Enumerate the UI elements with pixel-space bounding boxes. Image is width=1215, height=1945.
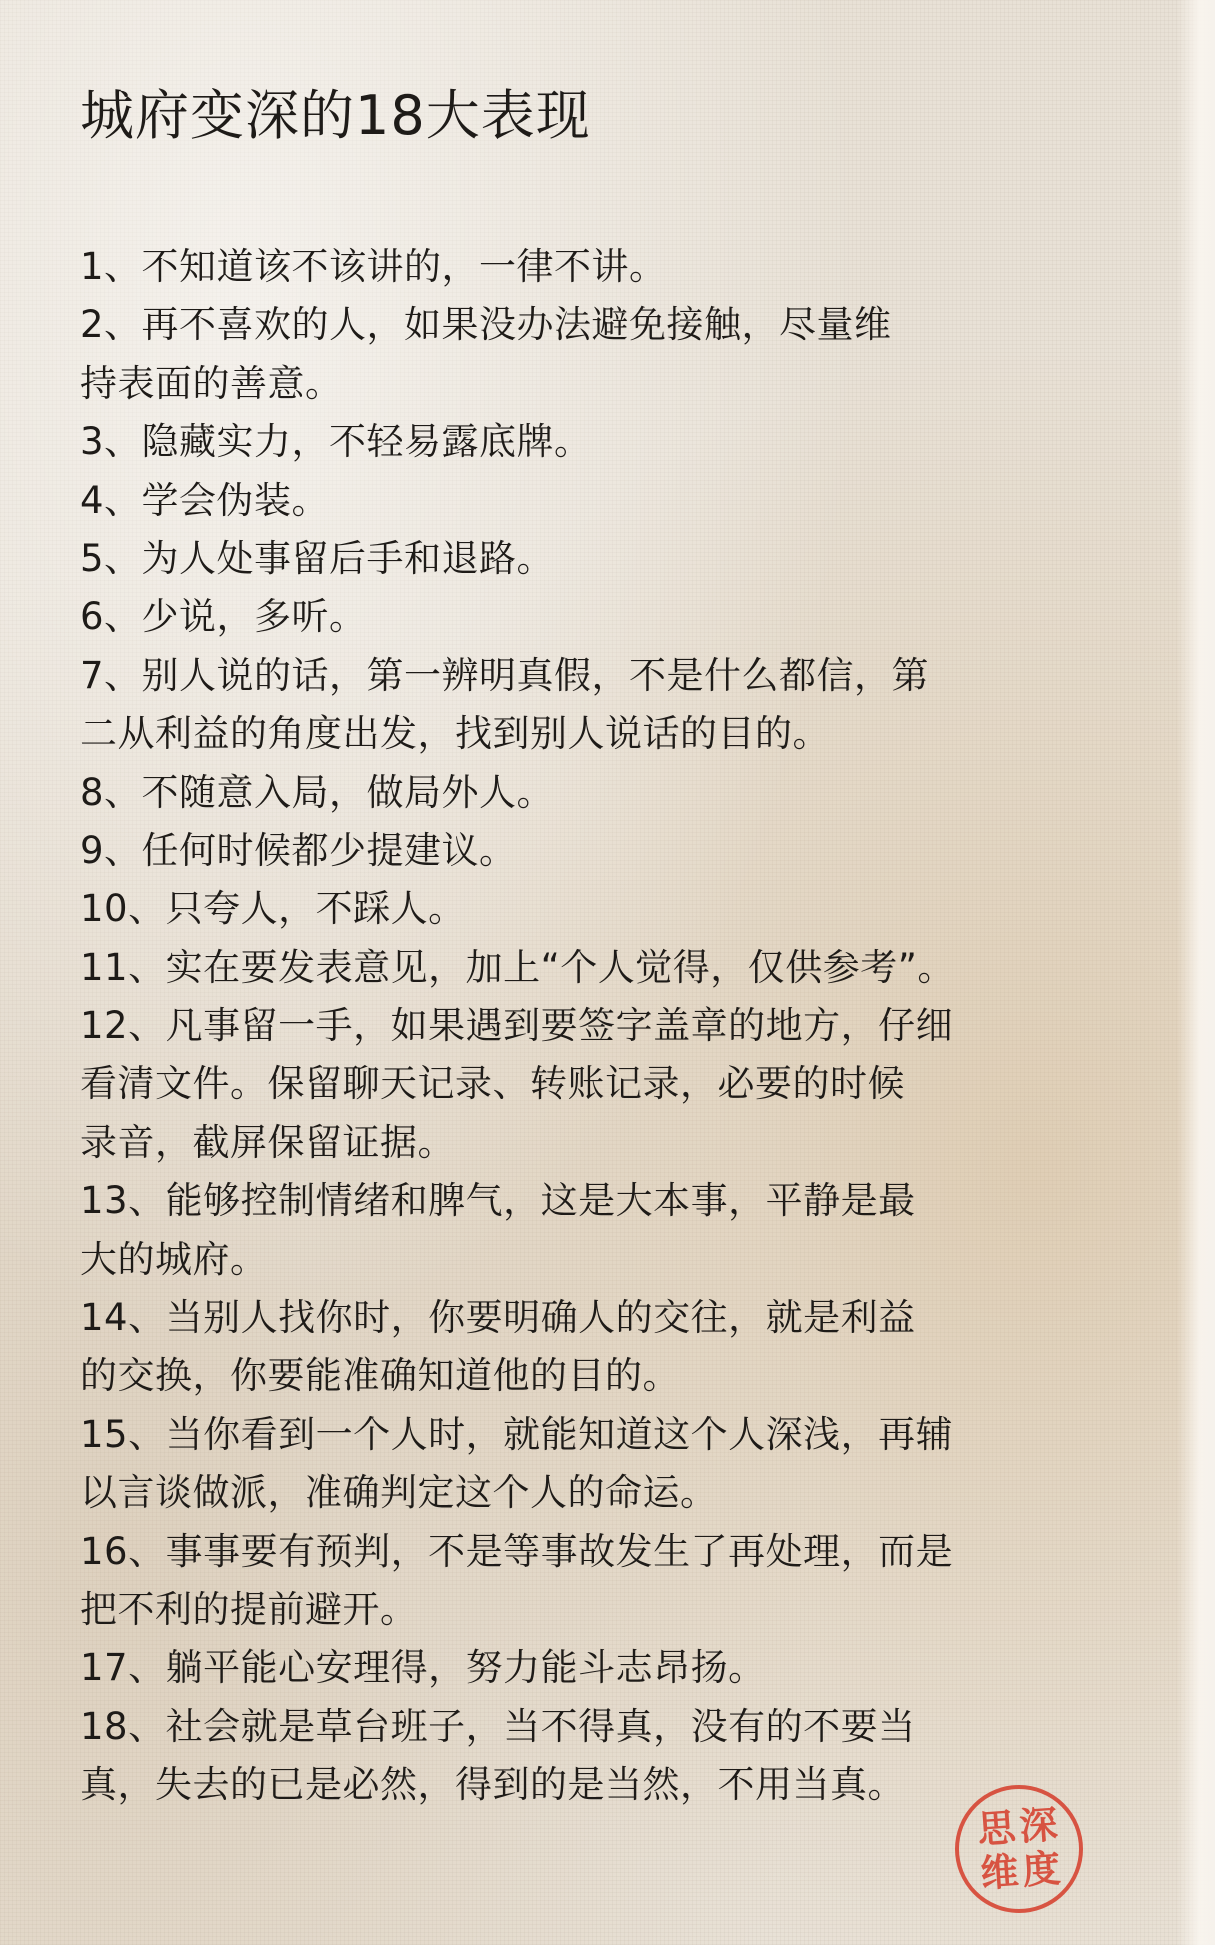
text-line-12: 10、只夸人，不踩人。 (80, 887, 466, 931)
seal-char-wei: 维 (979, 1849, 1021, 1896)
text-line-19: 14、当别人找你时，你要明确人的交往，就是利益 (80, 1296, 916, 1340)
text-line-22: 以言谈做派，准确判定这个人的命运。 (80, 1471, 718, 1515)
text-line-10: 8、不随意入局，做局外人。 (80, 770, 555, 814)
text-line-20: 的交换，你要能准确知道他的目的。 (80, 1354, 680, 1398)
text-line-26: 18、社会就是草台班子，当不得真，没有的不要当 (80, 1704, 916, 1748)
seal-character-grid (974, 1802, 1064, 1896)
page-edge-highlight (1177, 0, 1215, 1945)
text-line-18: 大的城府。 (80, 1237, 268, 1281)
text-line-7: 6、少说，多听。 (80, 595, 367, 639)
page-title: 城府变深的18大表现 (80, 84, 591, 147)
text-line-25: 17、躺平能心安理得，努力能斗志昂扬。 (80, 1646, 766, 1690)
text-line-15: 看清文件。保留聊天记录、转账记录，必要的时候 (80, 1062, 905, 1106)
text-line-16: 录音，截屏保留证据。 (80, 1120, 455, 1164)
text-line-4: 3、隐藏实力，不轻易露底牌。 (80, 420, 592, 464)
text-line-2: 2、再不喜欢的人，如果没办法避免接触，尽量维 (80, 303, 892, 347)
text-line-11: 9、任何时候都少提建议。 (80, 828, 517, 872)
seal-char-shen: 深 (1017, 1802, 1059, 1849)
text-line-23: 16、事事要有预判，不是等事故发生了再处理，而是 (80, 1529, 954, 1573)
seal-stamp (955, 1785, 1083, 1913)
text-line-5: 4、学会伪装。 (80, 478, 330, 522)
text-line-17: 13、能够控制情绪和脾气，这是大本事，平静是最 (80, 1179, 916, 1223)
text-line-1: 1、不知道该不该讲的，一律不讲。 (80, 245, 667, 288)
text-line-6: 5、为人处事留后手和退路。 (80, 536, 555, 580)
seal-char-si: 思 (976, 1805, 1018, 1852)
text-line-9: 二从利益的角度出发，找到别人说话的目的。 (80, 712, 830, 756)
text-line-27: 真，失去的已是必然，得到的是当然，不用当真。 (80, 1763, 905, 1807)
text-line-3: 持表面的善意。 (80, 361, 343, 405)
text-line-24: 把不利的提前避开。 (80, 1587, 418, 1631)
text-line-21: 15、当你看到一个人时，就能知道这个人深浅，再辅 (80, 1412, 954, 1456)
text-line-13: 11、实在要发表意见，加上“个人觉得，仅供参考”。 (80, 945, 955, 989)
text-list (80, 238, 1125, 1815)
text-line-8: 7、别人说的话，第一辨明真假，不是什么都信，第 (80, 653, 930, 697)
text-line-14: 12、凡事留一手，如果遇到要签字盖章的地方，仔细 (80, 1004, 954, 1048)
seal-char-du: 度 (1020, 1846, 1062, 1893)
